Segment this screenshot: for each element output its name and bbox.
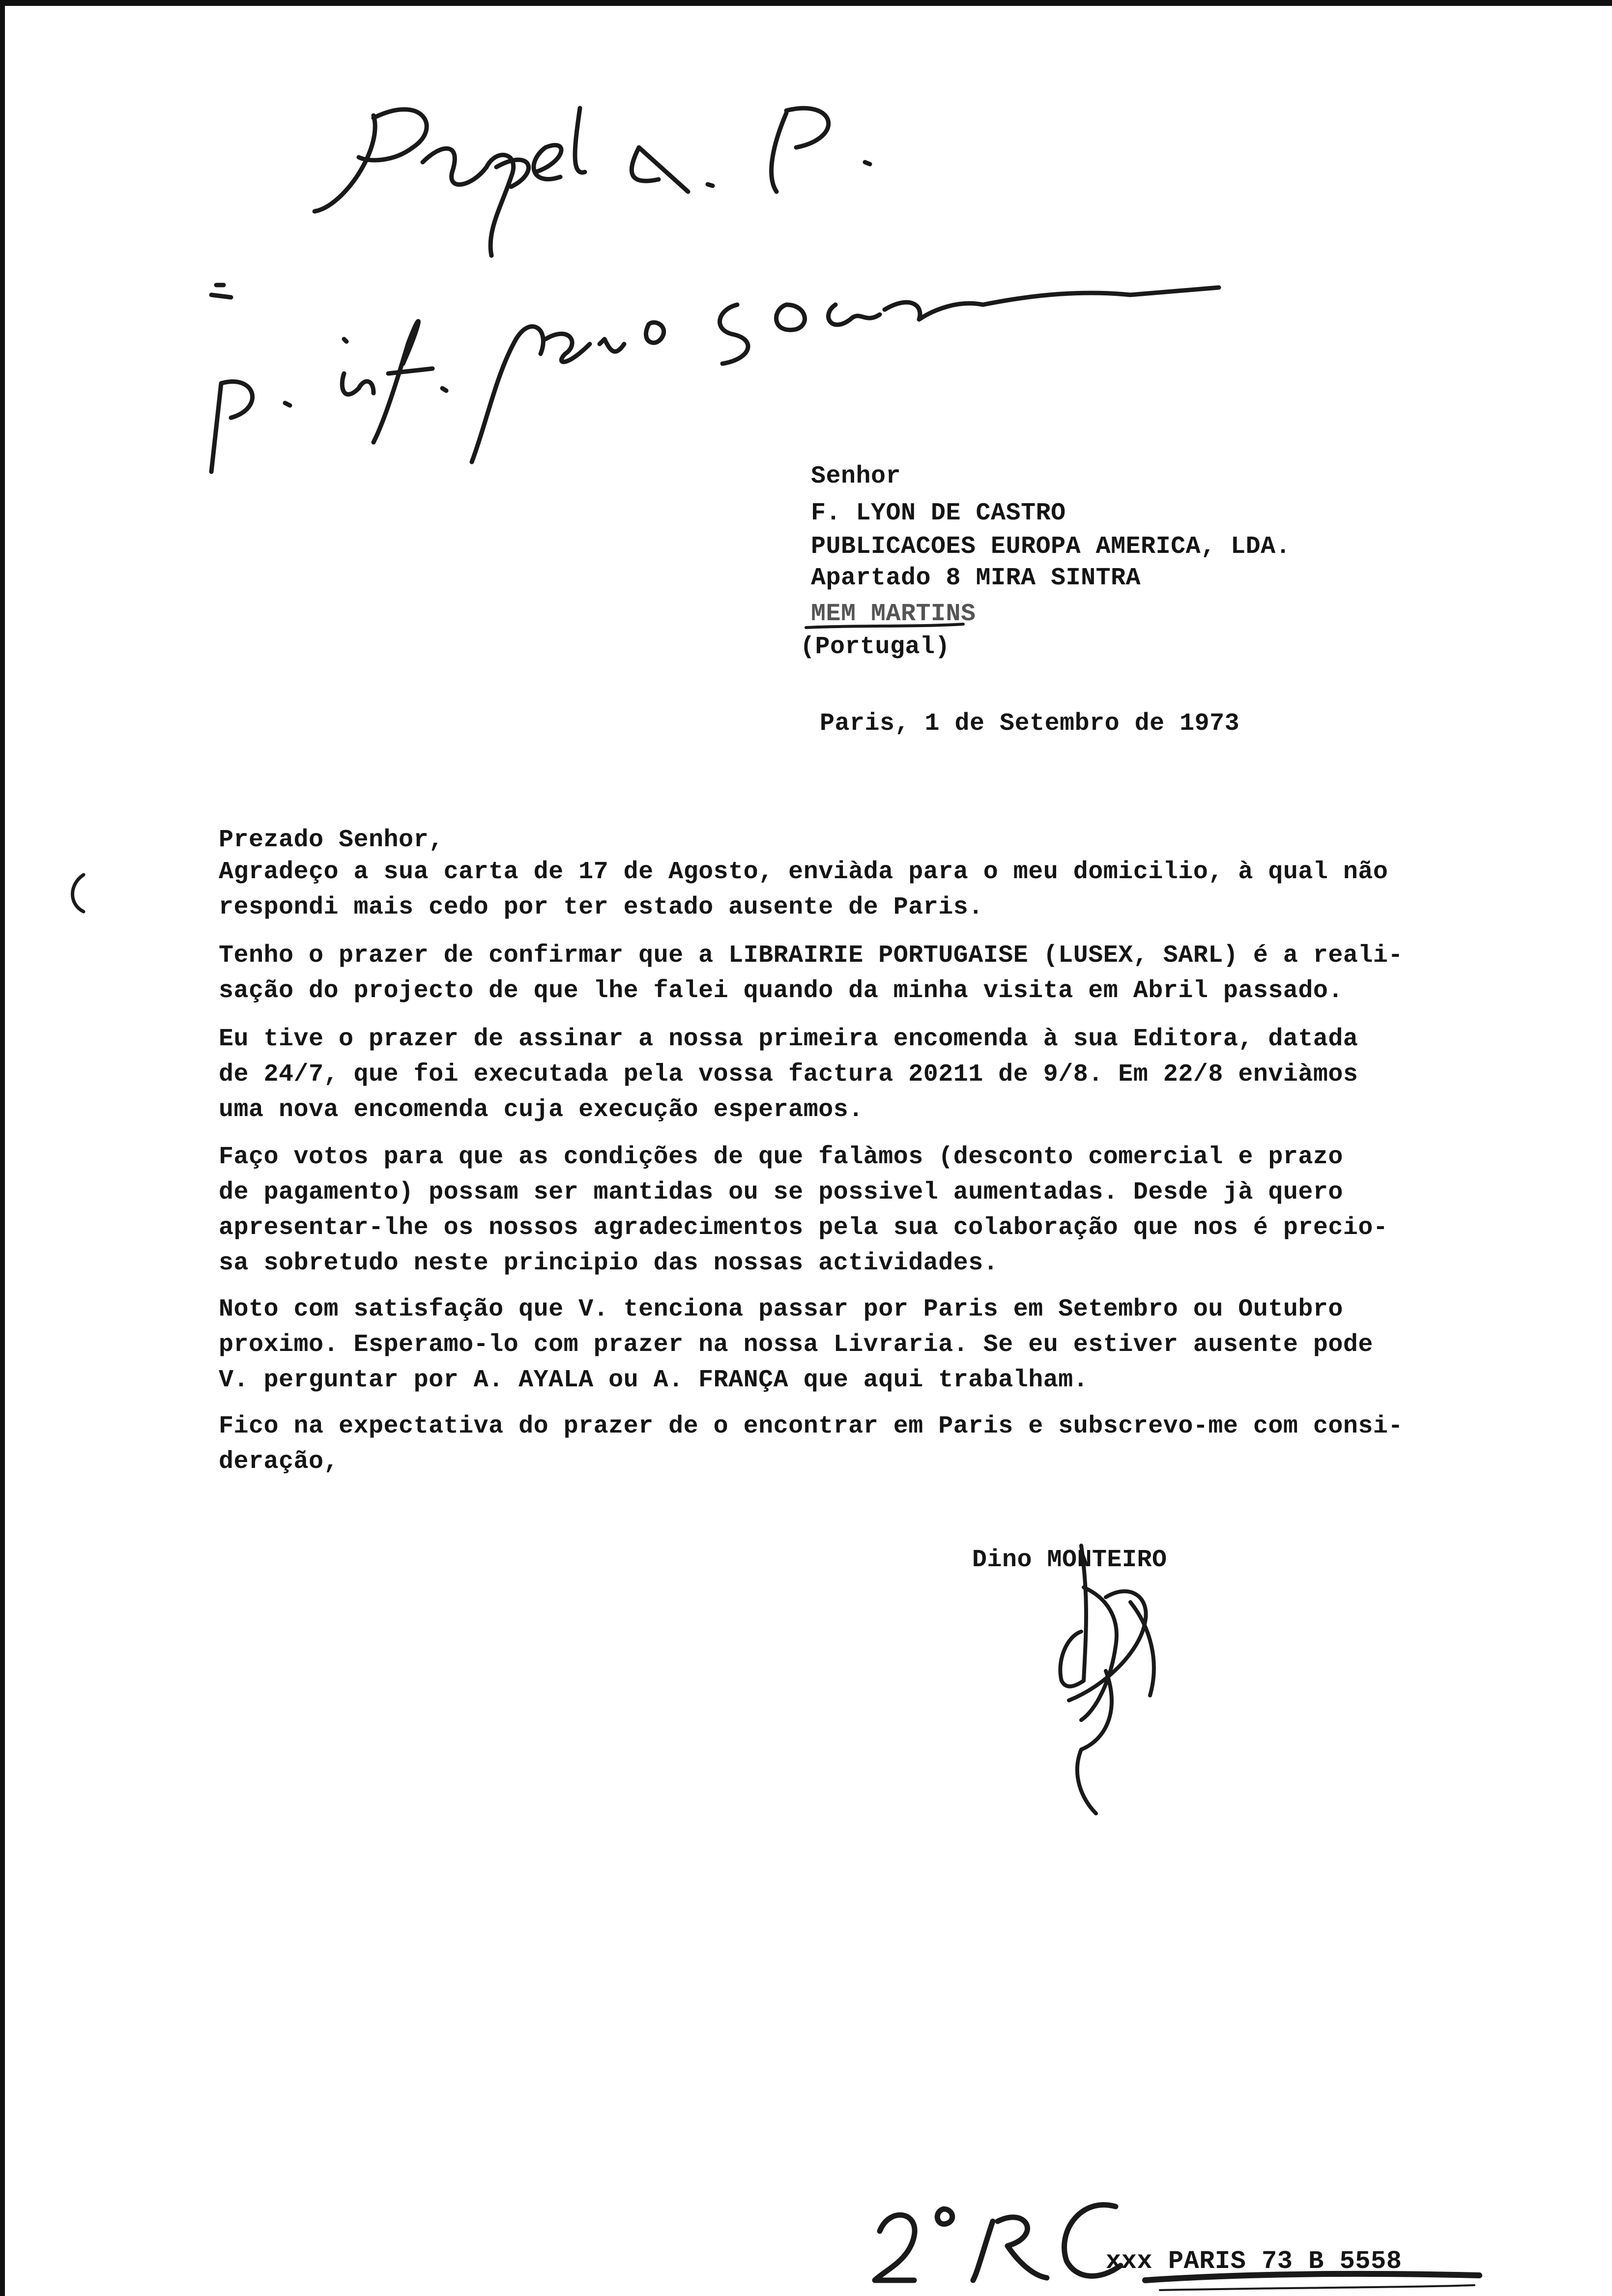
stamp-underline-thin (1160, 2285, 1474, 2290)
body-line: de 24/7, que foi executada pela vossa factura 20211 de 9/8. Em 22/8 enviàmos (219, 1061, 1358, 1089)
recipient-salutation-title: Senhor (811, 462, 901, 490)
scan-top-border (0, 0, 1612, 6)
body-line: proximo. Esperamo-lo com prazer na nossa Livraria. Se eu estiver ausente pode (219, 1331, 1373, 1359)
body-line: de pagamento) possam ser mantidas ou se possivel aumentadas. Desde jà quero (219, 1178, 1343, 1206)
scan-left-border (0, 0, 5, 2296)
recipient-name: F. LYON DE CASTRO (811, 499, 1066, 527)
handwritten-note-inf (211, 285, 1219, 472)
letter-greeting: Prezado Senhor, (219, 826, 444, 854)
body-line: deração, (219, 1448, 339, 1476)
handwritten-reference-mark (875, 2205, 1121, 2280)
recipient-city: MEM MARTINS (811, 600, 976, 628)
body-line: respondi mais cedo por ter estado ausente de Paris. (219, 893, 983, 921)
body-line: Noto com satisfação que V. tenciona passar por Paris em Setembro ou Outubro (219, 1295, 1343, 1323)
body-line: apresentar-lhe os nossos agradecimentos pela sua colaboração que nos é precio- (219, 1214, 1388, 1242)
body-line: Agradeço a sua carta de 17 de Agosto, enviàda para o meu domicilio, à qual não (219, 858, 1388, 886)
letter-date: Paris, 1 de Setembro de 1973 (820, 710, 1240, 738)
handwritten-signature (1060, 1546, 1153, 1813)
body-line: Faço votos para que as condições de que falàmos (desconto comercial e prazo (219, 1143, 1343, 1171)
recipient-company: PUBLICACOES EUROPA AMERICA, LDA. (811, 533, 1291, 561)
footer-stamp: xxx PARIS 73 B 5558 (1106, 2247, 1402, 2276)
body-line: Fico na expectativa do prazer de o encontrar em Paris e subscrevo-me com consi- (219, 1412, 1403, 1440)
body-line: uma nova encomenda cuja execução esperamos. (219, 1096, 864, 1124)
body-line: V. perguntar por A. AYALA ou A. FRANÇA que aqui trabalham. (219, 1366, 1089, 1394)
recipient-country: (Portugal) (800, 633, 950, 661)
signature-name: Dino MONTEIRO (972, 1546, 1167, 1574)
body-line: sa sobretudo neste principio das nossas actividades. (219, 1249, 999, 1277)
body-line: sação do projecto de que lhe falei quando da minha visita em Abril passado. (219, 977, 1343, 1005)
recipient-address: Apartado 8 MIRA SINTRA (811, 564, 1141, 592)
body-line: Tenho o prazer de confirmar que a LIBRAIRIE PORTUGAISE (LUSEX, SARL) é a reali- (219, 942, 1403, 970)
margin-bracket-mark (73, 875, 84, 912)
handwritten-note-papel (315, 108, 870, 256)
body-line: Eu tive o prazer de assinar a nossa primeira encomenda à sua Editora, datada (219, 1025, 1358, 1053)
